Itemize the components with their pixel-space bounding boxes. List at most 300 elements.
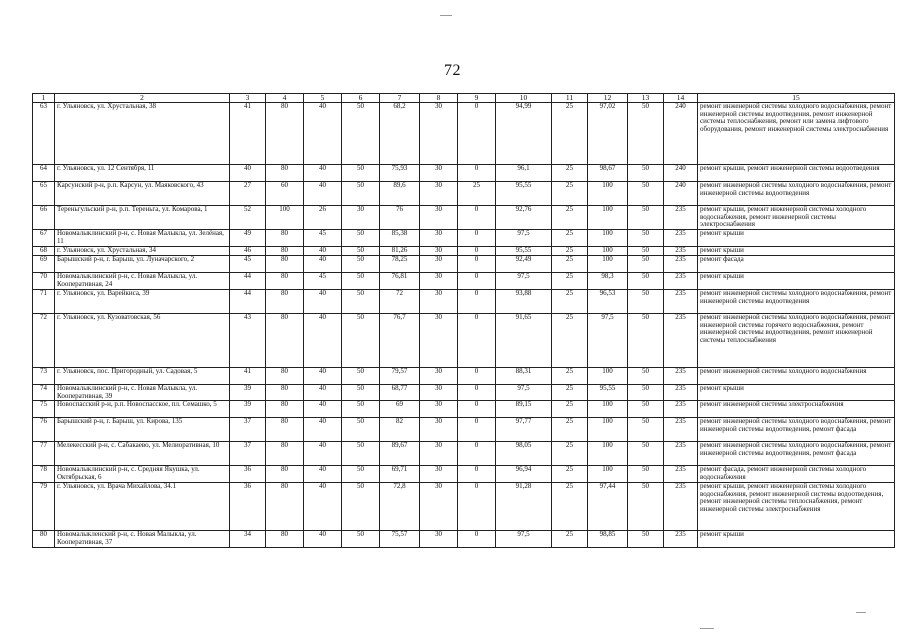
column-header: 11 — [552, 94, 588, 103]
value-cell: 100 — [588, 401, 628, 418]
table-row — [33, 290, 895, 314]
page-number: 72 — [444, 62, 461, 79]
value-cell: 25 — [552, 206, 588, 230]
address-cell: Новомалыклинский р-н, с. Новая Малыкла, ул. Зелёная, 11 — [55, 230, 230, 247]
value-cell: 50 — [628, 290, 664, 314]
value-cell: 50 — [628, 182, 664, 206]
value-cell: 0 — [458, 401, 496, 418]
value-cell: 50 — [342, 247, 380, 256]
value-cell: 30 — [420, 290, 458, 314]
value-cell: 0 — [458, 314, 496, 368]
value-cell: 89,15 — [496, 401, 552, 418]
total-cell: 235 — [664, 206, 698, 230]
value-cell: 30 — [420, 418, 458, 442]
value-cell: 30 — [420, 182, 458, 206]
scan-mark — [856, 612, 866, 613]
row-number-cell: 79 — [33, 483, 55, 531]
value-cell: 97,5 — [496, 230, 552, 247]
value-cell: 50 — [342, 230, 380, 247]
table-row — [33, 483, 895, 531]
value-cell: 25 — [552, 182, 588, 206]
row-number-cell: 80 — [33, 531, 55, 548]
value-cell: 96,53 — [588, 290, 628, 314]
table-row — [33, 230, 895, 247]
value-cell: 25 — [552, 401, 588, 418]
total-cell: 235 — [664, 290, 698, 314]
table-row — [33, 401, 895, 418]
value-cell: 25 — [552, 442, 588, 466]
value-cell: 50 — [342, 401, 380, 418]
value-cell: 50 — [628, 442, 664, 466]
value-cell: 100 — [588, 230, 628, 247]
value-cell: 40 — [304, 247, 342, 256]
address-cell: г. Ульяновск, ул. Хрустальная, 38 — [55, 103, 230, 165]
value-cell: 0 — [458, 466, 496, 483]
value-cell: 50 — [628, 483, 664, 531]
value-cell: 37 — [230, 418, 266, 442]
repair-works-cell: ремонт инженерной системы холодного водоснабжения, ремонт инженерной системы водоотведения, ремонт инженерной системы теплоснабжения, ремонт или замена лифтового оборудования, ремонт инженерной системы электроснабжения — [698, 103, 895, 165]
value-cell: 44 — [230, 290, 266, 314]
value-cell: 98,3 — [588, 273, 628, 290]
value-cell: 100 — [588, 247, 628, 256]
column-header: 6 — [342, 94, 380, 103]
address-cell: г. Ульяновск, ул. Врача Михайлова, 34.1 — [55, 483, 230, 531]
row-number-cell: 64 — [33, 165, 55, 182]
value-cell: 30 — [420, 483, 458, 531]
repair-works-cell: ремонт инженерной системы холодного водоснабжения, ремонт инженерной системы водоотведения, ремонт фасада — [698, 418, 895, 442]
table-row — [33, 442, 895, 466]
column-header: 5 — [304, 94, 342, 103]
value-cell: 80 — [266, 247, 304, 256]
value-cell: 40 — [304, 165, 342, 182]
repair-works-cell: ремонт крыши, ремонт инженерной системы холодного водоснабжения, ремонт инженерной системы водоотведения, ремонт инженерной системы теплоснабжения, ремонт инженерной системы электроснабжения — [698, 483, 895, 531]
value-cell: 91,65 — [496, 314, 552, 368]
address-cell: Новомалыклинский р-н, с. Новая Малыкла, ул. Кооперативная, 39 — [55, 385, 230, 401]
value-cell: 80 — [266, 230, 304, 247]
value-cell: 25 — [552, 165, 588, 182]
value-cell: 95,55 — [496, 182, 552, 206]
value-cell: 80 — [266, 385, 304, 401]
value-cell: 50 — [342, 256, 380, 273]
row-number-cell: 75 — [33, 401, 55, 418]
value-cell: 30 — [420, 531, 458, 548]
address-cell: г. Ульяновск, пос. Пригородный, ул. Садовая, 5 — [55, 368, 230, 385]
value-cell: 30 — [420, 401, 458, 418]
row-number-cell: 78 — [33, 466, 55, 483]
value-cell: 50 — [628, 273, 664, 290]
value-cell: 30 — [342, 206, 380, 230]
value-cell: 0 — [458, 256, 496, 273]
value-cell: 80 — [266, 368, 304, 385]
value-cell: 30 — [420, 385, 458, 401]
column-header: 4 — [266, 94, 304, 103]
column-header: 14 — [664, 94, 698, 103]
value-cell: 75,93 — [380, 165, 420, 182]
scan-mark — [440, 15, 452, 16]
value-cell: 25 — [552, 103, 588, 165]
row-number-cell: 74 — [33, 385, 55, 401]
value-cell: 30 — [420, 206, 458, 230]
total-cell: 235 — [664, 368, 698, 385]
total-cell: 235 — [664, 314, 698, 368]
value-cell: 27 — [230, 182, 266, 206]
column-header: 13 — [628, 94, 664, 103]
value-cell: 89,6 — [380, 182, 420, 206]
value-cell: 46 — [230, 247, 266, 256]
value-cell: 37 — [230, 442, 266, 466]
table-body — [33, 103, 895, 548]
column-number-row — [33, 94, 895, 103]
total-cell: 235 — [664, 442, 698, 466]
repair-works-cell: ремонт фасада, ремонт инженерной системы холодного водоснабжения — [698, 466, 895, 483]
value-cell: 25 — [458, 182, 496, 206]
value-cell: 69,71 — [380, 466, 420, 483]
value-cell: 97,5 — [588, 314, 628, 368]
value-cell: 88,31 — [496, 368, 552, 385]
repair-works-cell: ремонт инженерной системы холодного водоснабжения — [698, 368, 895, 385]
value-cell: 50 — [342, 103, 380, 165]
value-cell: 50 — [628, 418, 664, 442]
value-cell: 50 — [628, 531, 664, 548]
value-cell: 25 — [552, 466, 588, 483]
table-row — [33, 273, 895, 290]
value-cell: 68,2 — [380, 103, 420, 165]
value-cell: 60 — [266, 182, 304, 206]
value-cell: 0 — [458, 531, 496, 548]
column-header: 9 — [458, 94, 496, 103]
value-cell: 80 — [266, 165, 304, 182]
value-cell: 45 — [230, 256, 266, 273]
total-cell: 235 — [664, 418, 698, 442]
value-cell: 69 — [380, 401, 420, 418]
value-cell: 30 — [420, 165, 458, 182]
repair-works-cell: ремонт инженерной системы холодного водоснабжения, ремонт инженерной системы водоотведения — [698, 290, 895, 314]
address-cell: г. Ульяновск, ул. 12 Сентября, 11 — [55, 165, 230, 182]
value-cell: 82 — [380, 418, 420, 442]
value-cell: 40 — [304, 483, 342, 531]
repair-works-cell: ремонт инженерной системы холодного водоснабжения, ремонт инженерной системы горячего водоснабжения, ремонт инженерной системы водоотведения, ремонт инженерной системы теплоснабжения — [698, 314, 895, 368]
value-cell: 36 — [230, 483, 266, 531]
value-cell: 25 — [552, 290, 588, 314]
total-cell: 240 — [664, 165, 698, 182]
address-cell: Новоспасский р-н, р.п. Новоспасское, пл. Семашко, 5 — [55, 401, 230, 418]
table-row — [33, 182, 895, 206]
row-number-cell: 72 — [33, 314, 55, 368]
value-cell: 98,85 — [588, 531, 628, 548]
value-cell: 97,5 — [496, 531, 552, 548]
value-cell: 100 — [588, 368, 628, 385]
value-cell: 0 — [458, 273, 496, 290]
total-cell: 235 — [664, 256, 698, 273]
value-cell: 50 — [342, 531, 380, 548]
total-cell: 235 — [664, 247, 698, 256]
value-cell: 25 — [552, 273, 588, 290]
address-cell: Новомалыклинский р-н, с. Новая Малыкла, ул. Кооперативная, 24 — [55, 273, 230, 290]
value-cell: 79,57 — [380, 368, 420, 385]
value-cell: 41 — [230, 103, 266, 165]
value-cell: 0 — [458, 247, 496, 256]
value-cell: 30 — [420, 314, 458, 368]
table-row — [33, 103, 895, 165]
column-header: 8 — [420, 94, 458, 103]
value-cell: 50 — [628, 314, 664, 368]
value-cell: 40 — [304, 256, 342, 273]
value-cell: 50 — [628, 103, 664, 165]
address-cell: Тереньгульский р-н, р.п. Тереньга, ул. Комарова, 1 — [55, 206, 230, 230]
table-row — [33, 531, 895, 548]
row-number-cell: 76 — [33, 418, 55, 442]
total-cell: 235 — [664, 385, 698, 401]
value-cell: 89,67 — [380, 442, 420, 466]
value-cell: 0 — [458, 230, 496, 247]
address-cell: Новомалыклинский р-н, с. Средняя Якушка, ул. Октябрьская, 6 — [55, 466, 230, 483]
value-cell: 92,76 — [496, 206, 552, 230]
total-cell: 235 — [664, 230, 698, 247]
address-cell: Новомалыкленский р-н, с. Новая Малыкла, ул. Кооперативная, 37 — [55, 531, 230, 548]
value-cell: 81,26 — [380, 247, 420, 256]
column-header: 1 — [33, 94, 55, 103]
table-row — [33, 165, 895, 182]
repair-works-cell: ремонт крыши — [698, 273, 895, 290]
value-cell: 50 — [628, 206, 664, 230]
value-cell: 50 — [342, 182, 380, 206]
total-cell: 240 — [664, 182, 698, 206]
total-cell: 235 — [664, 273, 698, 290]
repair-works-cell: ремонт крыши — [698, 247, 895, 256]
address-cell: Барышский р-н, г. Барыш, ул. Луначарского, 2 — [55, 256, 230, 273]
value-cell: 78,25 — [380, 256, 420, 273]
total-cell: 235 — [664, 401, 698, 418]
value-cell: 85,38 — [380, 230, 420, 247]
value-cell: 100 — [588, 466, 628, 483]
value-cell: 100 — [588, 418, 628, 442]
table-row — [33, 206, 895, 230]
value-cell: 76 — [380, 206, 420, 230]
housing-repair-table — [32, 93, 895, 548]
table-row — [33, 314, 895, 368]
repair-works-cell: ремонт инженерной системы холодного водоснабжения, ремонт инженерной системы водоотведения, ремонт фасада — [698, 442, 895, 466]
value-cell: 43 — [230, 314, 266, 368]
repair-works-cell: ремонт фасада — [698, 256, 895, 273]
value-cell: 80 — [266, 273, 304, 290]
value-cell: 50 — [342, 165, 380, 182]
value-cell: 25 — [552, 385, 588, 401]
value-cell: 100 — [588, 256, 628, 273]
value-cell: 52 — [230, 206, 266, 230]
table-row — [33, 385, 895, 401]
value-cell: 25 — [552, 247, 588, 256]
address-cell: г. Ульяновск, ул. Хрустальная, 34 — [55, 247, 230, 256]
total-cell: 240 — [664, 103, 698, 165]
value-cell: 95,55 — [588, 385, 628, 401]
table-row — [33, 368, 895, 385]
value-cell: 80 — [266, 466, 304, 483]
value-cell: 72,8 — [380, 483, 420, 531]
column-header: 12 — [588, 94, 628, 103]
value-cell: 92,49 — [496, 256, 552, 273]
value-cell: 39 — [230, 385, 266, 401]
value-cell: 97,5 — [496, 273, 552, 290]
value-cell: 25 — [552, 531, 588, 548]
value-cell: 75,57 — [380, 531, 420, 548]
value-cell: 40 — [304, 368, 342, 385]
value-cell: 25 — [552, 256, 588, 273]
value-cell: 0 — [458, 442, 496, 466]
row-number-cell: 67 — [33, 230, 55, 247]
value-cell: 50 — [628, 385, 664, 401]
value-cell: 100 — [588, 206, 628, 230]
value-cell: 0 — [458, 368, 496, 385]
value-cell: 95,55 — [496, 247, 552, 256]
value-cell: 100 — [588, 442, 628, 466]
value-cell: 80 — [266, 483, 304, 531]
row-number-cell: 69 — [33, 256, 55, 273]
value-cell: 0 — [458, 103, 496, 165]
value-cell: 97,77 — [496, 418, 552, 442]
value-cell: 50 — [342, 273, 380, 290]
value-cell: 98,05 — [496, 442, 552, 466]
value-cell: 50 — [342, 483, 380, 531]
value-cell: 39 — [230, 401, 266, 418]
row-number-cell: 71 — [33, 290, 55, 314]
value-cell: 98,67 — [588, 165, 628, 182]
column-header: 2 — [55, 94, 230, 103]
value-cell: 0 — [458, 418, 496, 442]
value-cell: 97,02 — [588, 103, 628, 165]
value-cell: 50 — [342, 368, 380, 385]
total-cell: 235 — [664, 466, 698, 483]
row-number-cell: 63 — [33, 103, 55, 165]
value-cell: 30 — [420, 256, 458, 273]
address-cell: г. Ульяновск, ул. Кузоватовская, 56 — [55, 314, 230, 368]
value-cell: 96,1 — [496, 165, 552, 182]
column-header: 10 — [496, 94, 552, 103]
value-cell: 100 — [266, 206, 304, 230]
value-cell: 50 — [628, 247, 664, 256]
value-cell: 50 — [628, 230, 664, 247]
value-cell: 30 — [420, 103, 458, 165]
value-cell: 0 — [458, 290, 496, 314]
table-row — [33, 466, 895, 483]
value-cell: 80 — [266, 103, 304, 165]
value-cell: 68,77 — [380, 385, 420, 401]
value-cell: 25 — [552, 483, 588, 531]
value-cell: 25 — [552, 314, 588, 368]
value-cell: 100 — [588, 182, 628, 206]
value-cell: 40 — [304, 182, 342, 206]
value-cell: 41 — [230, 368, 266, 385]
value-cell: 49 — [230, 230, 266, 247]
value-cell: 97,44 — [588, 483, 628, 531]
value-cell: 50 — [342, 385, 380, 401]
row-number-cell: 66 — [33, 206, 55, 230]
value-cell: 50 — [342, 442, 380, 466]
table-row — [33, 256, 895, 273]
value-cell: 25 — [552, 230, 588, 247]
value-cell: 25 — [552, 418, 588, 442]
row-number-cell: 77 — [33, 442, 55, 466]
value-cell: 40 — [304, 466, 342, 483]
repair-works-cell: ремонт крыши, ремонт инженерной системы холодного водоснабжения, ремонт инженерной системы электроснабжения — [698, 206, 895, 230]
value-cell: 0 — [458, 165, 496, 182]
repair-works-cell: ремонт крыши — [698, 385, 895, 401]
value-cell: 50 — [628, 368, 664, 385]
row-number-cell: 68 — [33, 247, 55, 256]
value-cell: 40 — [304, 418, 342, 442]
value-cell: 91,28 — [496, 483, 552, 531]
column-header: 15 — [698, 94, 895, 103]
value-cell: 93,88 — [496, 290, 552, 314]
value-cell: 45 — [304, 230, 342, 247]
value-cell: 50 — [628, 466, 664, 483]
value-cell: 40 — [304, 385, 342, 401]
value-cell: 0 — [458, 483, 496, 531]
value-cell: 30 — [420, 368, 458, 385]
address-cell: Барышский р-н, г. Барыш, ул. Кирова, 135 — [55, 418, 230, 442]
value-cell: 30 — [420, 442, 458, 466]
value-cell: 30 — [420, 230, 458, 247]
column-header: 7 — [380, 94, 420, 103]
value-cell: 40 — [304, 531, 342, 548]
scan-mark — [700, 628, 714, 629]
address-cell: г. Ульяновск, ул. Варейкиса, 39 — [55, 290, 230, 314]
value-cell: 50 — [342, 466, 380, 483]
value-cell: 40 — [304, 401, 342, 418]
value-cell: 40 — [304, 314, 342, 368]
value-cell: 40 — [304, 103, 342, 165]
row-number-cell: 65 — [33, 182, 55, 206]
value-cell: 80 — [266, 314, 304, 368]
value-cell: 36 — [230, 466, 266, 483]
table-row — [33, 418, 895, 442]
value-cell: 0 — [458, 385, 496, 401]
value-cell: 80 — [266, 290, 304, 314]
value-cell: 40 — [304, 290, 342, 314]
repair-works-cell: ремонт крыши — [698, 230, 895, 247]
value-cell: 50 — [342, 418, 380, 442]
row-number-cell: 70 — [33, 273, 55, 290]
address-cell: Мелекесский р-н, с. Сабакаево, ул. Мелиоративная, 10 — [55, 442, 230, 466]
value-cell: 96,94 — [496, 466, 552, 483]
value-cell: 26 — [304, 206, 342, 230]
value-cell: 50 — [342, 290, 380, 314]
value-cell: 80 — [266, 531, 304, 548]
value-cell: 40 — [304, 442, 342, 466]
value-cell: 40 — [230, 165, 266, 182]
total-cell: 235 — [664, 483, 698, 531]
value-cell: 44 — [230, 273, 266, 290]
value-cell: 30 — [420, 466, 458, 483]
address-cell: Карсунский р-н, р.п. Карсун, ул. Маяковского, 43 — [55, 182, 230, 206]
repair-works-cell: ремонт крыши — [698, 531, 895, 548]
value-cell: 80 — [266, 256, 304, 273]
total-cell: 235 — [664, 531, 698, 548]
table-row — [33, 247, 895, 256]
value-cell: 80 — [266, 418, 304, 442]
value-cell: 50 — [628, 165, 664, 182]
repair-works-cell: ремонт инженерной системы холодного водоснабжения, ремонт инженерной системы водоотведения — [698, 182, 895, 206]
value-cell: 94,99 — [496, 103, 552, 165]
row-number-cell: 73 — [33, 368, 55, 385]
value-cell: 76,81 — [380, 273, 420, 290]
column-header: 3 — [230, 94, 266, 103]
value-cell: 80 — [266, 401, 304, 418]
value-cell: 50 — [628, 256, 664, 273]
value-cell: 50 — [342, 314, 380, 368]
value-cell: 0 — [458, 206, 496, 230]
value-cell: 76,7 — [380, 314, 420, 368]
value-cell: 30 — [420, 247, 458, 256]
